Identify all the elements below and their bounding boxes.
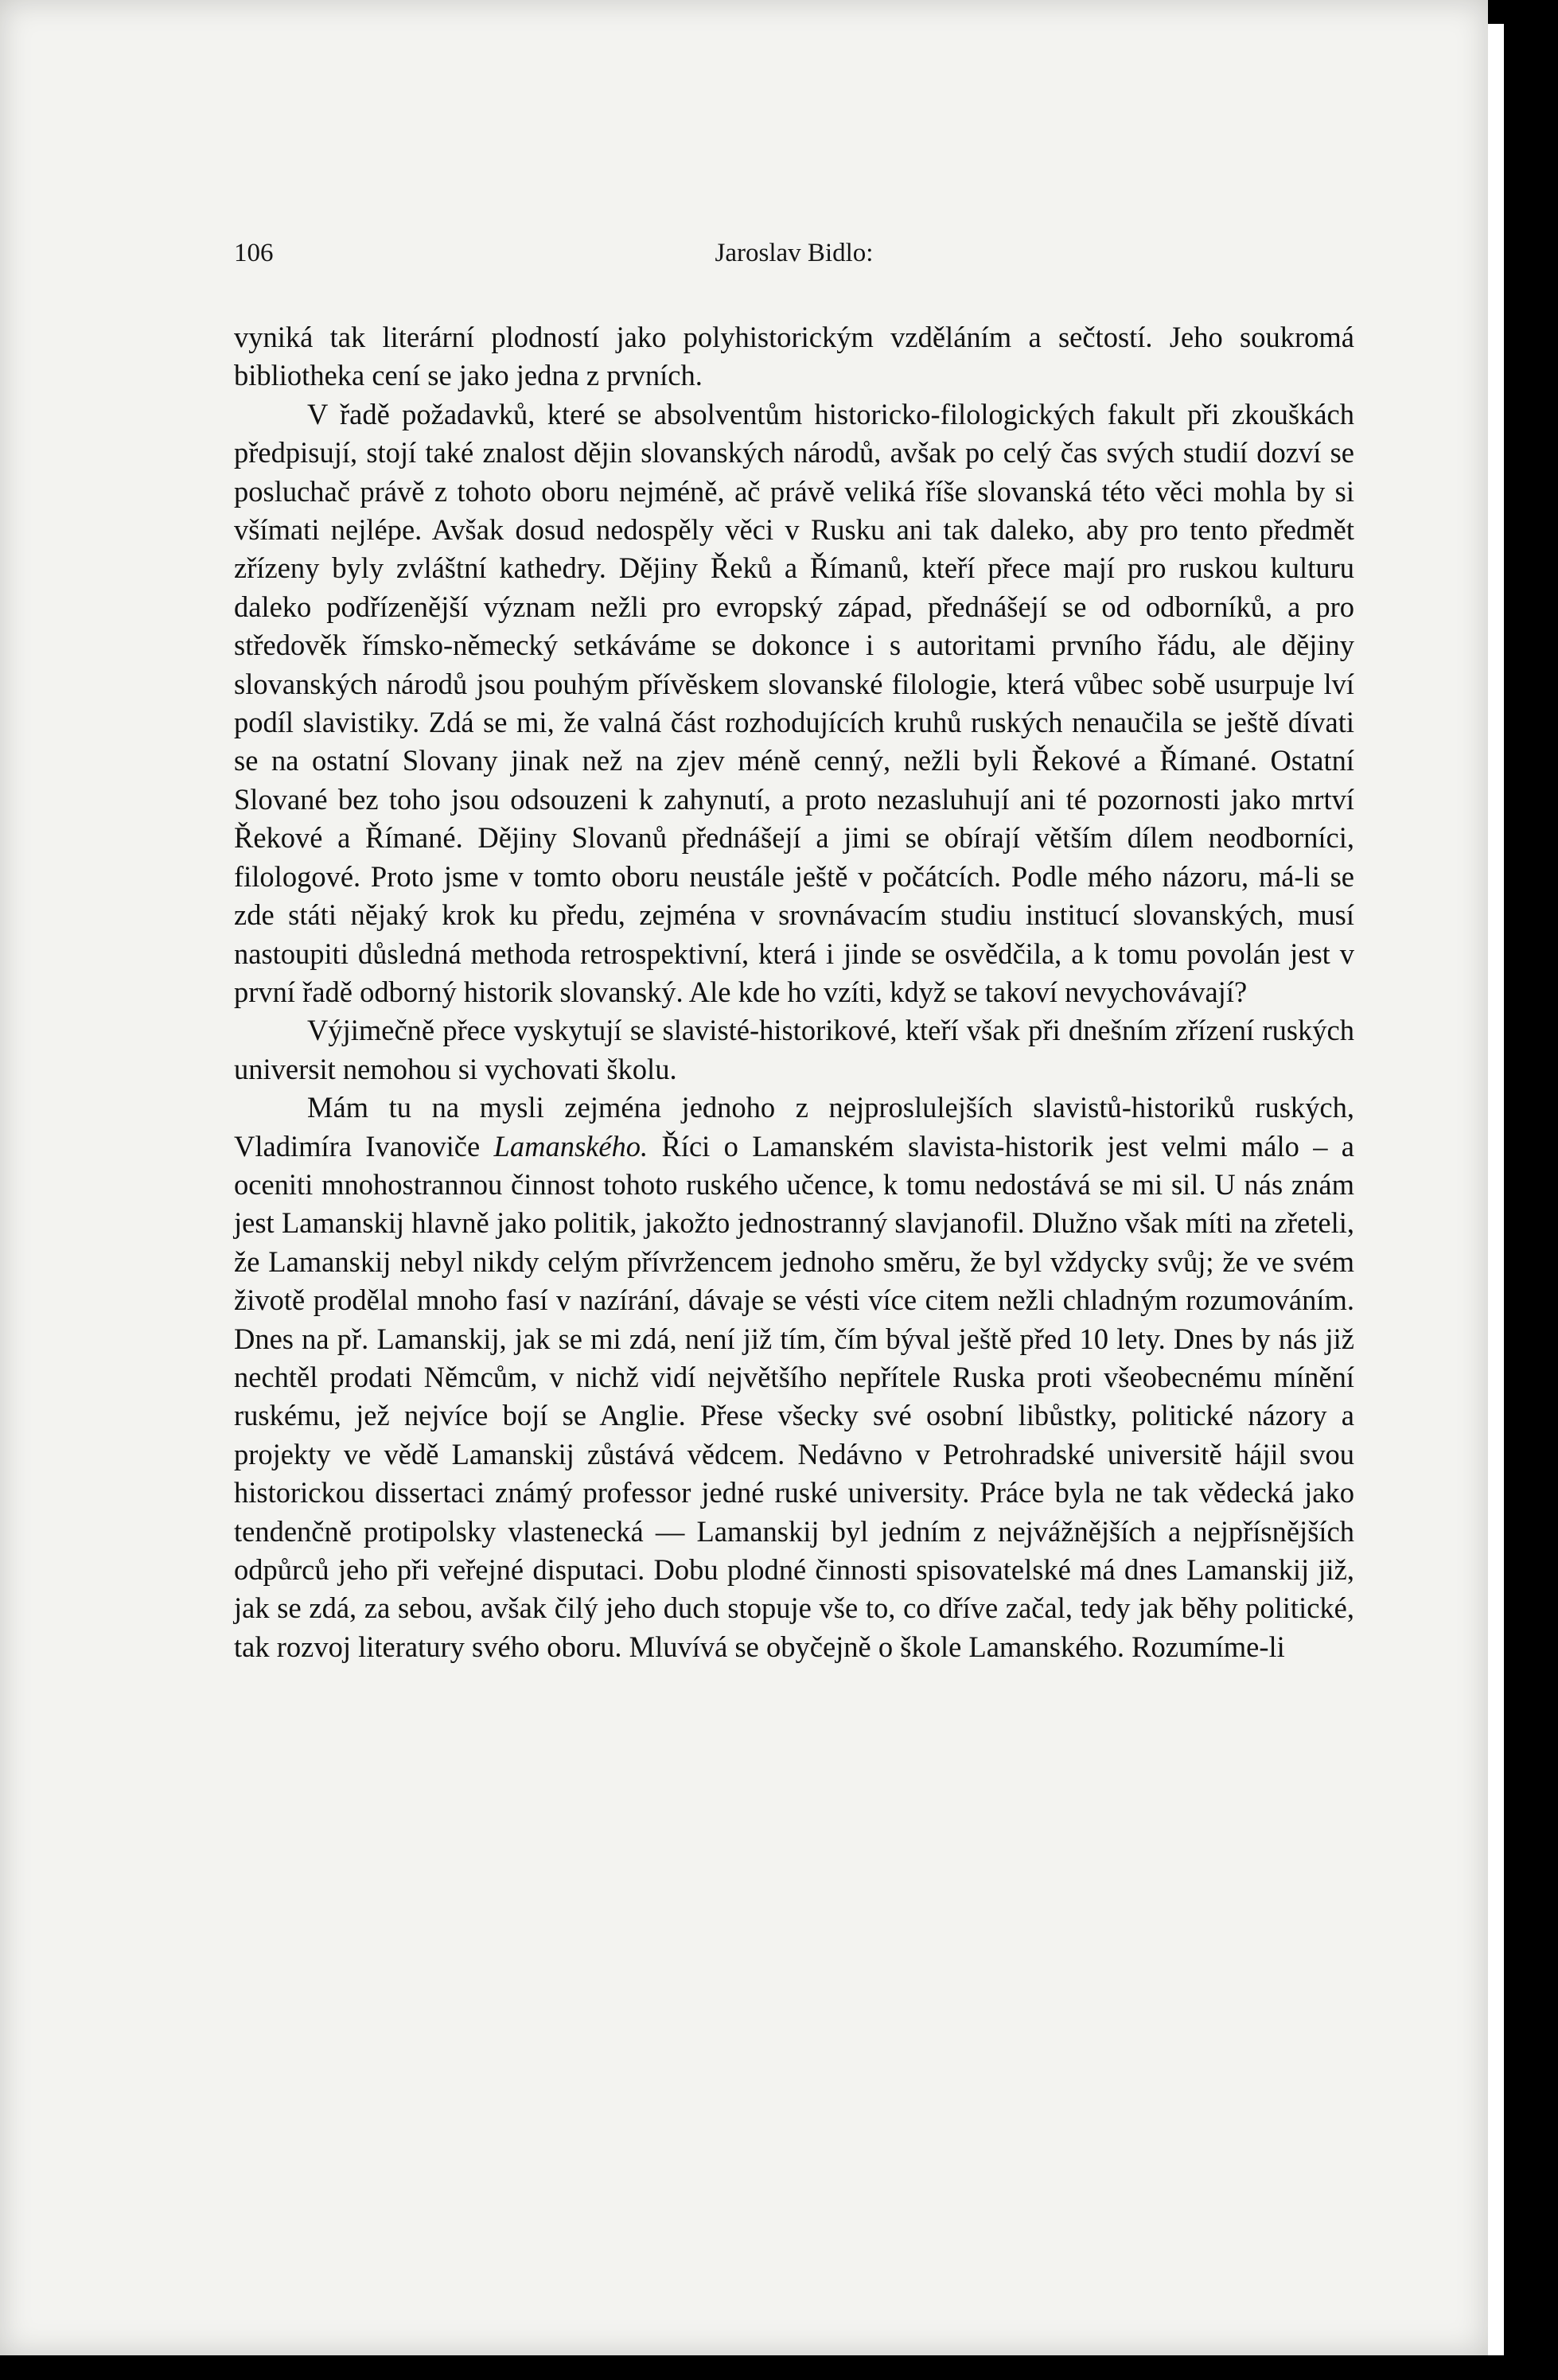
paragraph-4-start: Mám tu na mysli zejména jednoho z nejproslulejších slavistů-historiků ruských, Vladimíra Ivanoviče <box>234 1091 1354 1163</box>
paragraph-2: V řadě požadavků, které se absolventům historicko-filologických fakult při zkouškách předpisují, stojí také znalost dějin slovanských národů, avšak po celý čas svých studií dozví se posluchač právě z tohoto oboru nejméně, ač právě veliká říše slovanská této věci mohla by si všímati nejlépe. Avšak dosud nedospěly věci v Rusku ani tak daleko, aby pro tento předmět zřízeny byly zvláštní kathedry. Dějiny Řeků a Římanů, kteří přece mají pro ruskou kulturu daleko podřízenější význam nežli pro evropský západ, přednášejí se od odborníků, a pro středověk římsko-německý setkáváme se dokonce i s autoritami prvního řádu, ale dějiny slovanských národů jsou pouhým přívěskem slovanské filologie, která vůbec sobě usurpuje lví podíl slavistiky. Zdá se mi, že valná část rozhodujících kruhů ruských nenaučila se ještě dívati se na ostatní Slovany jinak než na zjev méně cenný, nežli byli Řekové a Římané. Ostatní Slované bez toho jsou odsouzeni k zahynutí, a proto nezasluhují ani té pozornosti jako mrtví Řekové a Římané. Dějiny Slovanů přednášejí a jimi se obírají větším dílem neodborníci, filologové. Proto jsme v tomto oboru neustále ještě v počátcích. Podle mého názoru, má-li se zde státi nějaký krok ku předu, zejména v srovnávacím studiu institucí slovanských, musí nastoupiti důsledná methoda retrospektivní, která i jinde se osvědčila, a k tomu povolán jest v první řadě odborný historik slovanský. Ale kde ho vzíti, když se takoví nevychovávají? <box>234 397 1354 1008</box>
body-text <box>234 318 1354 1666</box>
paragraph-4-rest: Říci o Lamanském slavista-historik jest velmi málo – a oceniti mnohostrannou činnost tohoto ruského učence, k tomu nedostává se mi sil. U nás znám jest Lamanskij hlavně jako politik, jakožto jednostranný slavjanofil. Dlužno však míti na zřeteli, že Lamanskij nebyl nikdy celým přívržencem jednoho směru, že byl vždycky svůj; že ve svém životě prodělal mnoho fasí v nazírání, dávaje se vésti více citem nežli chladným rozumováním. Dnes na př. Lamanskij, jak se mi zdá, není již tím, čím býval ještě před 10 lety. Dnes by nás již nechtěl prodati Němcům, v nichž vidí největšího nepřítele Ruska proti všeobecnému mínění ruskému, jež nejvíce bojí se Anglie. Přese všecky své osobní libůstky, politické názory a projekty ve vědě Lamanskij zůstává vědcem. Nedávno v Petrohradské universitě hájil svou historickou dissertaci známý professor jedné ruské university. Práce byla ne tak vědecká jako tendenčně protipolsky vlastenecká — Lamanskij byl jedním z nejvážnějších a nejpřísnějších odpůrců jeho při veřejné disputaci. Dobu plodné činnosti spisovatelské má dnes Lamanskij již, jak se zdá, za sebou, avšak čilý jeho duch stopuje vše to, co dříve začal, tedy jak běhy politické, tak rozvoj literatury svého oboru. Mluvívá se obyčejně o škole Lamanského. Rozumíme-li <box>234 1129 1354 1663</box>
page-number: 106 <box>234 239 274 267</box>
page-edge <box>1488 24 1504 2355</box>
lamanskij-name: Lamanského. <box>493 1129 649 1163</box>
paragraph-3: Výjimečně přece vyskytují se slavisté-historikové, kteří však při dnešním zřízení ruských universit nemohou si vychovati školu. <box>234 1014 1354 1085</box>
paragraph-1: vyniká tak literární plodností jako polyhistorickým vzděláním a sečtostí. Jeho soukromá bibliotheka cení se jako jedna z prvních. <box>234 321 1354 392</box>
running-head: Jaroslav Bidlo: <box>715 239 874 267</box>
page-header <box>234 239 1354 286</box>
paragraph-4 <box>234 1089 1354 1666</box>
